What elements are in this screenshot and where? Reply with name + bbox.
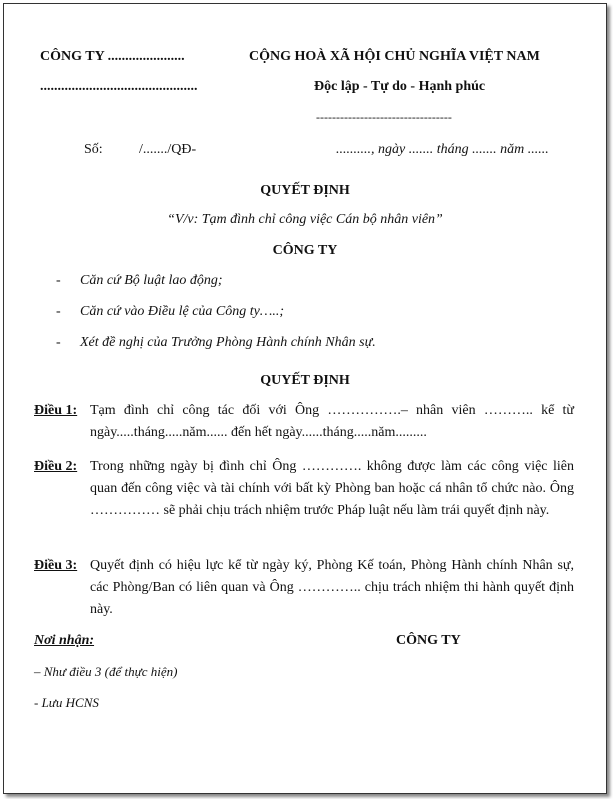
article-2 — [34, 456, 574, 522]
bullet-dash: - — [56, 304, 61, 319]
article-1 — [34, 400, 574, 444]
article-3 — [34, 555, 574, 621]
article-text: Tạm đình chỉ công tác đối với Ông …………….– nhân viên ……….. kể từ ngày.....tháng.....năm...... đến hết ngày......tháng.....năm......... — [90, 403, 574, 440]
article-text: Quyết định có hiệu lực kể từ ngày ký, Phòng Kế toán, Phòng Hành chính Nhân sự, các Phòng/Ban có liên quan và Ông ………….. chịu trách nhiệm thi hành quyết định này. — [90, 558, 574, 617]
issuer-heading: CÔNG TY — [272, 243, 338, 258]
recipient-item: - Lưu HCNS — [34, 695, 99, 710]
company-name-blank: ............................................. — [40, 79, 198, 94]
recipients-label: Nơi nhận: — [34, 633, 95, 648]
basis-item: - Xét đề nghị của Trưởng Phòng Hành chính Nhân sự. — [56, 335, 376, 350]
motto-rule: ---------------------------------- — [316, 110, 452, 124]
article-label: Điều 2: — [34, 459, 78, 474]
basis-item: - Căn cứ vào Điều lệ của Công ty…..; — [56, 304, 284, 319]
bullet-dash: - — [56, 335, 61, 350]
national-motto: Độc lập - Tự do - Hạnh phúc — [314, 79, 486, 94]
decision-number: /......./QĐ- — [139, 142, 197, 157]
article-label: Điều 1: — [34, 403, 78, 418]
signer-heading: CÔNG TY — [396, 633, 461, 648]
decision-number-label: Số: — [84, 142, 103, 157]
company-label: CÔNG TY ...................... — [40, 49, 185, 64]
document-subject: “V/v: Tạm đình chỉ công việc Cán bộ nhân viên” — [167, 212, 443, 227]
document-page — [3, 3, 607, 794]
article-text: Trong những ngày bị đình chỉ Ông …………. không được làm các công việc liên quan đến công việc và tài chính với bất kỳ Phòng ban hoặc cá nhân tổ chức nào. Ông …………… sẽ phải chịu trách nhiệm trước Pháp luật nếu làm trái quyết định này. — [90, 459, 574, 518]
document-title: QUYẾT ĐỊNH — [260, 183, 350, 198]
basis-item: - Căn cứ Bộ luật lao động; — [56, 273, 223, 288]
nation-title: CỘNG HOÀ XÃ HỘI CHỦ NGHĨA VIỆT NAM — [249, 49, 540, 64]
recipient-item: – Như điều 3 (để thực hiện) — [34, 664, 178, 679]
decision-heading: QUYẾT ĐỊNH — [260, 373, 350, 388]
article-label: Điều 3: — [34, 558, 78, 573]
bullet-dash: - — [56, 273, 61, 288]
issue-date: .........., ngày ....... tháng ....... năm ...... — [336, 142, 549, 157]
